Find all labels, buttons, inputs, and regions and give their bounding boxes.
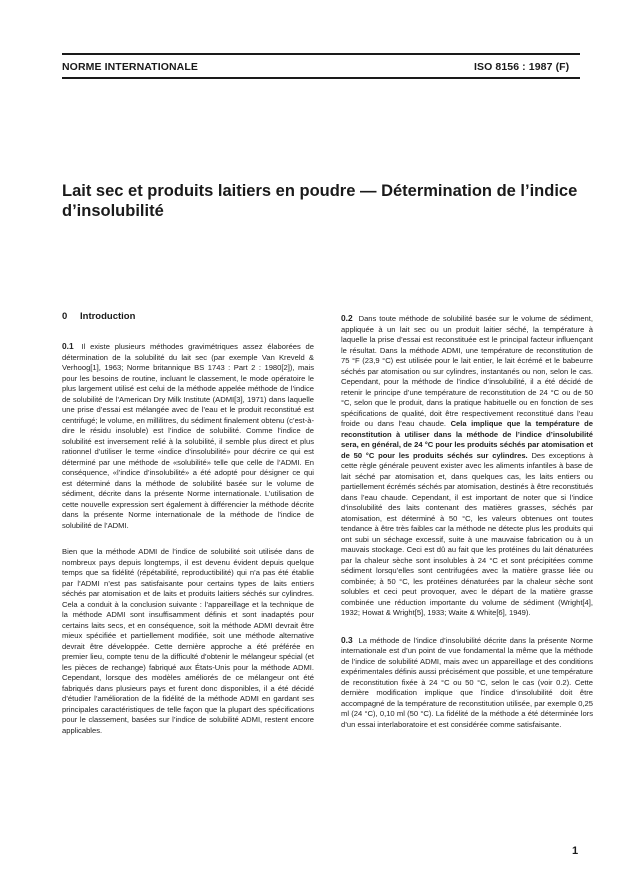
paragraph-0-2 <box>341 313 593 619</box>
standard-number: ISO 8156 : 1987 (F) <box>474 61 570 73</box>
paragraph-0-3 <box>341 635 593 731</box>
paragraph-0-1-continued <box>62 547 314 736</box>
document-title: Lait sec et produits laitiers en poudre — Détermination de l’indice d’insolubilité <box>62 182 578 220</box>
paragraph-text: Des exceptions à cette règle générale peuvent exister avec les aliments infantiles à base de lait séché par atomisation et, dans quelques cas, les laits entiers ou partiellement écrémés séchés par atomisation, destinés à être reconstitués dans l’eau chaude. Cependant, il est important de noter que si l’indice d’insolubilité des laits contenant des matières grasses, séchés par atomisation, est déterminé à 50 °C, les valeurs obtenues ont toutes tendance à être très faibles car la méthode ne détecte plus les produits qui ont subi un séchage excessif, suite à une mauvaise fabrication ou à un mauvais stockage. Ceci est dû au fait que les protéines du lait dénaturées par la chaleur sèche sont insolubles à 24 °C et sont précipitées comme sédiment lorsqu’elles sont centrifugées avec la matière grasse liée ou combinée; à 50 °C, les protéines dénaturées par la chaleur sèche sont solubles et ceci peut provoquer, avec le départ de la matière grasse combinée une réduction importante du volume de sédiment (Wright[4], 1932; Howat & Wright[5], 1933; Waite & White[6], 1949). <box>341 450 593 617</box>
emphasized-text: Cela implique que la température de reconstitution à utiliser dans la méthode de l’indice d’insolubilité sera, en général, de 24 °C pour les produits séchés par atomisation et de 50 °C pour les produits séchés sur cylindres. <box>341 419 593 460</box>
standard-type-label: NORME INTERNATIONALE <box>62 61 198 73</box>
section-title: Introduction <box>80 311 136 322</box>
section-number: 0 <box>62 311 68 322</box>
paragraph-0-1 <box>62 341 314 531</box>
section-heading-introduction <box>62 311 135 322</box>
clause-number: 0.3 <box>341 634 353 645</box>
page-number: 1 <box>572 845 579 857</box>
paragraph-text: Il existe plusieurs méthodes gravimétriques assez élaborées de détermination de la solubilité du lait sec (par exemple Van Kreveld & Verhoog[1], 1963; Norme britannique BS 1743 : Part 2 : 1980[2]), mais pour les besoins de routine, incluant le classement, le mode opératoire le plus largement utilisé est celui de la méthode appelée méthode de l’indice de solubilité de l’American Dry Milk Institute (ADMI[3], 1971) dans laquelle une prise d’essai est mélangée avec de l’eau et le produit reconstitué est centrifugé; le volume, en millilitres, du sédiment finalement obtenu (c’est-à-dire le résidu insoluble) est l’indice de solubilité. Comme l’indice de solubilité est inversement relié à la solubilité, il semble plus direct et plus rationnel d’utiliser le terme «indice d’insolubilité» pour décrire ce qui est déterminé par une méthode de «solubilité» telle que celle de l’ADMI. En conséquence, «l’indice d’insolubilité» a été adopté pour désigner ce qui est déterminé dans la méthode de solubilité basée sur le volume de sédiment, décrite dans la présente Norme internationale. L’utilisation de cette nouvelle expression sert également à différencier la méthode décrite dans la présente Norme internationale de la méthode de l’indice de solubilité de l’ADMI. <box>62 342 314 530</box>
clause-number: 0.2 <box>341 313 353 323</box>
right-column <box>341 313 593 730</box>
paragraph-text: Dans toute méthode de solubilité basée sur le volume de sédiment, appliquée à un lait sec ou un produit laitier séché, la température à laquelle la prise d’essai est reconstituée est le principal facteur influençant le résultat. Dans la méthode ADMI, une température de reconstitution de 75 °F (23,9 °C) est utilisée pour le lait entier, le lait écrémé et le babeurre séchés par atomisation ou sur cylindres, instantanés ou non, selon le cas. Cependant, pour la méthode de l’indice d’insolubilité, il a été décidé de retenir le principe d’une température de reconstitution de 24 °C ou de 50 °C, selon que le produit, dans la pratique habituelle ou en fonction de ses spécifications de qualité, doit être respectivement reconstitué dans l’eau froide ou dans l’eau chaude. <box>341 314 593 428</box>
paragraph-text: Bien que la méthode ADMI de l’indice de solubilité soit utilisée dans de nombreux pays depuis longtemps, il est devenu évident depuis quelque temps que sa fidélité (répétabilité, reproductibilité) qui n’a pas été établie par l’ADMI n’est pas satisfaisante pour certains types de laits entiers séchés par atomisation et de laits et produits laitiers séchés sur cylindres. Cela a conduit à la conclusion suivante : l’appareillage et la technique de la méthode ADMI sont insuffisamment définis et sont inadaptés pour certains laits secs, et en conséquence, soit la méthode ADMI devrait être mieux spécifiée et partiellement modifiée, soit une méthode alternative devrait être développée. Cette dernière approche a été préférée en premier lieu, compte tenu de la difficulté d’obtenir le mélangeur spécial (et les pièces de rechange) fabriqué aux États-Unis pour la méthode ADMI. Cependant, lorsque des modèles améliorés de ce mélangeur ont été fabriqués dans plusieurs pays et furent donc disponibles, il a été décidé d’étudier l’amélioration de la fidélité de la méthode ADMI en gardant ses principales caractéristiques de telle façon que la plupart des spécifications pour le classement, basées sur l’indice de solubilité ADMI, restent encore applicables. <box>62 547 314 735</box>
clause-number: 0.1 <box>62 341 74 351</box>
header-rule <box>62 77 580 79</box>
paragraph-text: La méthode de l’indice d’insolubilité décrite dans la présente Norme internationale est d’un point de vue fondamental la même que la méthode de l’indice de solubilité ADMI, mais avec un appareillage et des conditions expérimentales définis aussi précisément que possible, et une température de reconstitution fixée à 24 °C ou 50 °C, selon le cas (voir 0.2). Cette dernière modification implique que l’indice d’insolubilité doit être accompagné de la température de reconstitution utilisée, par exemple 0,25 ml (24 °C), 0,10 ml (50 °C). La fidélité de la méthode a été déterminée lors d’un essai interlaboratoire et est considérée comme satisfaisante. <box>341 635 593 729</box>
top-rule <box>62 53 580 55</box>
left-column <box>62 341 314 736</box>
